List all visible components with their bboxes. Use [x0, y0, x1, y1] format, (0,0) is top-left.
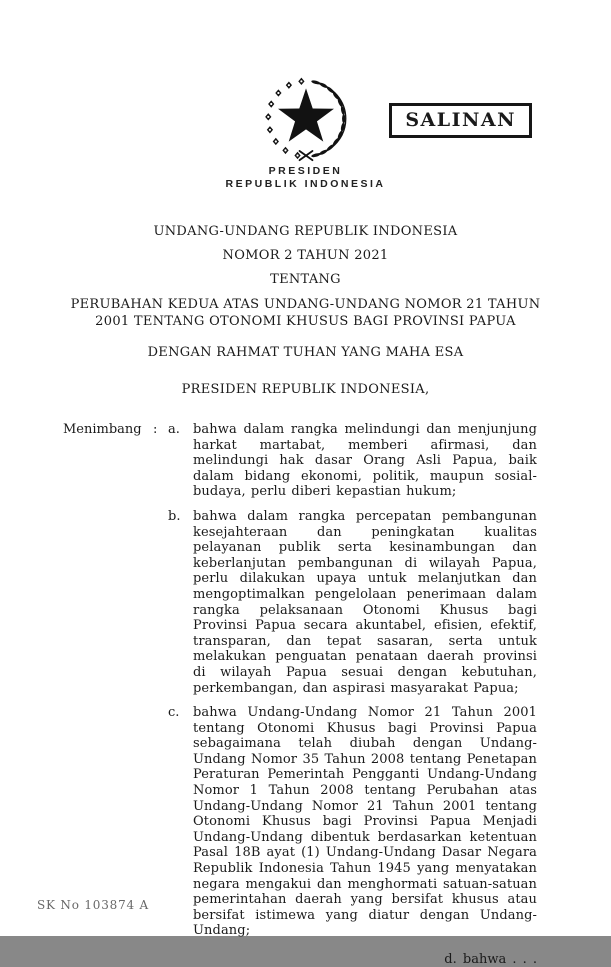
masthead-line1: PRESIDEN — [268, 165, 343, 177]
tentang-line: TENTANG — [270, 272, 341, 287]
masthead-line2: REPUBLIK INDONESIA — [225, 177, 386, 190]
consideration-item-a — [168, 422, 537, 500]
item-text: bahwa dalam rangka percepatan pembangunan kesejahteraan dan peningkatan kualitas pelayanan publik serta kesinambungan dan keberlanjutan pembangunan di wilayah Papua, perlu dilakukan upaya untuk melanjutkan dan mengoptimalkan pengelolaan penerimaan dalam rangka pelaksanaan Otonomi Khusus bagi Provinsi Papua secara akuntabel, efisien, efektif, transparan, dan tepat sasaran, serta untuk melakukan penguatan penataan daerah provinsi di wilayah Papua sesuai dengan kebutuhan, perkembangan, dan aspirasi masyarakat Papua; — [193, 508, 537, 696]
considerations-colon: : — [153, 422, 158, 437]
item-text: bahwa dalam rangka melindungi dan menjunjung harkat martabat, memberi afirmasi, dan melindungi hak dasar Orang Asli Papua, baik dalam bidang ekonomi, politik, maupun sosial-budaya, perlu diberi kepastian hukum; — [193, 422, 537, 500]
considerations-list — [168, 422, 537, 939]
law-number-line: NOMOR 2 TAHUN 2021 — [222, 248, 389, 263]
law-title-line1: UNDANG-UNDANG REPUBLIK INDONESIA — [153, 224, 458, 239]
consideration-item-c — [168, 705, 537, 939]
masthead-text — [0, 165, 611, 190]
star-icon — [278, 88, 334, 141]
title-block — [0, 224, 611, 397]
consideration-item-b — [168, 509, 537, 696]
considerations-section — [63, 422, 537, 939]
page-catchword: d. bahwa . . . — [444, 952, 537, 967]
wreath-crossed-stems — [299, 151, 312, 160]
item-text: bahwa Undang-Undang Nomor 21 Tahun 2001 tentang Otonomi Khusus bagi Provinsi Papua sebagaimana telah diubah dengan Undang-Undang Nomor 35 Tahun 2008 tentang Penetapan Peraturan Pemerintah Pengganti Undang-Undang Nomor 1 Tahun 2008 tentang Perubahan atas Undang-Undang Nomor 21 Tahun 2001 tentang Otonomi Khusus bagi Provinsi Papua Menjadi Undang-Undang dibentuk berdasarkan ketentuan Pasal 18B ayat (1) Undang-Undang Dasar Negara Republik Indonesia Tahun 1945 yang menyatakan negara mengakui dan menghormati satuan-satuan pemerintahan daerah yang bersifat khusus atau bersifat istimewa yang diatur dengan Undang-Undang; — [193, 705, 537, 939]
item-letter: a. — [168, 422, 180, 437]
masthead — [0, 0, 611, 190]
enacting-authority-line: PRESIDEN REPUBLIK INDONESIA, — [181, 382, 430, 397]
item-letter: c. — [168, 705, 180, 721]
invocation-line: DENGAN RAHMAT TUHAN YANG MAHA ESA — [147, 345, 464, 360]
law-subject: PERUBAHAN KEDUA ATAS UNDANG-UNDANG NOMOR 21 TAHUN 2001 TENTANG OTONOMI KHUSUS BAGI PROVINSI PAPUA — [70, 297, 541, 329]
presidential-seal-icon — [256, 70, 356, 162]
footer-document-code: SK No 103874 A — [37, 898, 150, 912]
salinan-stamp: SALINAN — [389, 103, 532, 138]
item-letter: b. — [168, 508, 181, 524]
considerations-label: Menimbang — [63, 422, 142, 437]
